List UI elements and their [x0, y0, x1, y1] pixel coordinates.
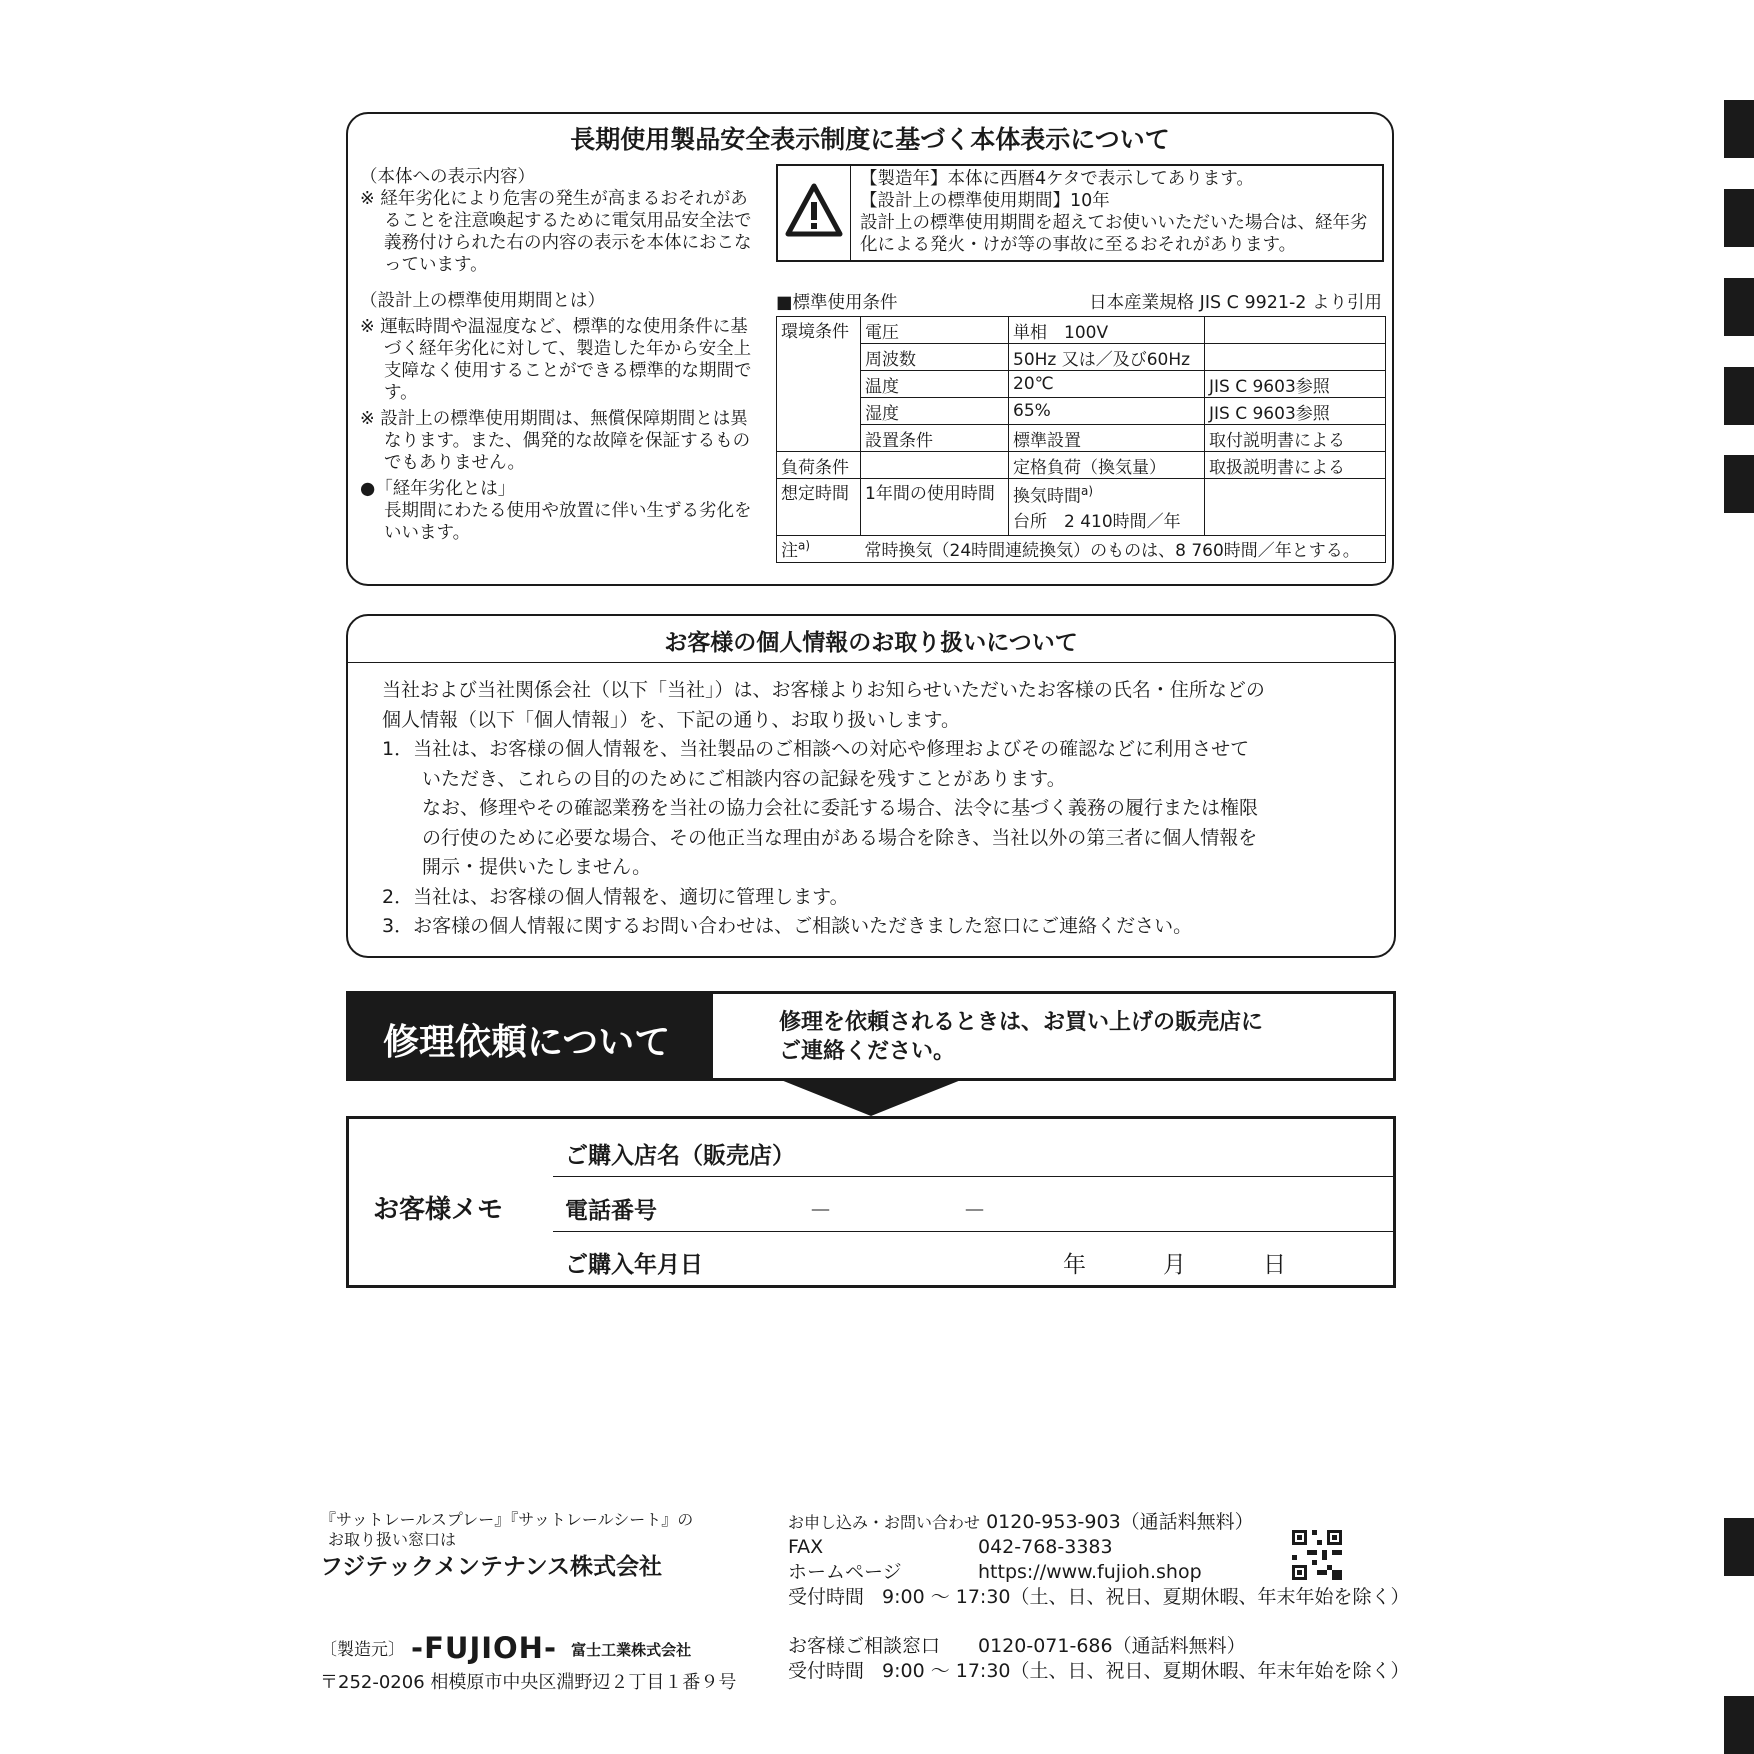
install-value: 標準設置: [1009, 425, 1205, 452]
humidity-label: 湿度: [861, 398, 1009, 425]
maker-company: 富士工業株式会社: [571, 1641, 692, 1659]
warning-triangle-icon: [778, 166, 851, 260]
privacy-section: [346, 614, 1396, 958]
display-content-notes: [360, 166, 760, 276]
load-ref: 取扱説明書による: [1205, 452, 1386, 479]
deterioration-heading: ●「経年劣化とは」: [360, 479, 516, 499]
index-tab: [1724, 367, 1754, 425]
period-heading: （設計上の標準使用期間とは）: [360, 291, 605, 311]
repair-text: [779, 1008, 1263, 1066]
humidity-value: 65%: [1009, 398, 1205, 425]
distributor-line-1: 『サットレールスプレー』『サットレールシート』の: [320, 1510, 694, 1529]
privacy-item-1-cont: いただき、これらの目的のためにご相談内容の記録を残すことがあります。: [422, 767, 1066, 790]
display-content-note: ※ 経年劣化により危害の発生が高まるおそれがあることを注意喚起するために電気用品安全法で義務付けられた右の内容の表示を本体におこなっています。: [360, 189, 752, 275]
memo-phone-dash-1: －: [809, 1198, 832, 1224]
distributor-company: フジテックメンテナンス株式会社: [320, 1554, 663, 1580]
index-tab: [1724, 1518, 1754, 1576]
conditions-source: 日本産業規格 JIS C 9921-2 より引用: [1089, 293, 1382, 313]
table-row: [777, 452, 1386, 479]
customer-memo: [346, 1116, 1396, 1288]
privacy-item-1-note: なお、修理やその確認業務を当社の協力会社に委託する場合、法令に基づく義務の履行または権限: [422, 797, 1259, 819]
memo-store-label: ご購入店名（販売店）: [565, 1143, 795, 1169]
repair-text-2: ご連絡ください。: [779, 1039, 956, 1064]
display-content-heading: （本体への表示内容）: [360, 167, 535, 187]
load-label: 負荷条件: [777, 452, 861, 479]
memo-phone-label: 電話番号: [565, 1198, 657, 1224]
privacy-intro-2: 個人情報（以下「個人情報」）を、下記の通り、お取り扱いします。: [382, 708, 960, 731]
table-row: [777, 479, 1386, 536]
period-notes: [360, 290, 760, 544]
hours-label-2: 受付時間: [788, 1660, 865, 1682]
memo-year: 年: [1063, 1252, 1086, 1278]
inquiry-phone: 0120-953-903（通話料無料）: [986, 1511, 1254, 1533]
temperature-value: 20℃: [1009, 371, 1205, 398]
voltage-value: 単相 100V: [1009, 317, 1205, 344]
memo-label: お客様メモ: [373, 1195, 504, 1225]
voltage-ref: [1205, 317, 1386, 344]
fujioh-logo-text: FUJIOH: [424, 1631, 544, 1665]
maker-address: 〒252-0206 相模原市中央区淵野辺２丁目１番９号: [320, 1672, 737, 1693]
inquiry-label: お申し込み・お問い合わせ: [788, 1513, 981, 1532]
frequency-value: 50Hz 又は／及び60Hz: [1009, 344, 1205, 371]
warning-text: [860, 168, 1380, 256]
hours-2: 9:00 ～ 17:30（土、日、祝日、夏期休暇、年末年始を除く）: [882, 1660, 1410, 1682]
privacy-item-1-note-cont: の行使のために必要な場合、その他正当な理由がある場合を除き、当社以外の第三者に個人情報を: [422, 826, 1258, 849]
distributor-line-2: お取り扱い窓口は: [328, 1530, 457, 1549]
fax-number: 042-768-3383: [978, 1536, 1113, 1558]
privacy-item-1: 1．当社は、お客様の個人情報を、当社製品のご相談への対応や修理およびその確認などに利用させて: [382, 738, 1250, 760]
index-tab: [1724, 100, 1754, 158]
period-note-1: ※ 運転時間や温湿度など、標準的な使用条件に基づく経年劣化に対して、製造した年から安全上支障なく使用することができる標準的な期間です。: [360, 317, 752, 403]
fujioh-logo: ‑FUJIOH‑: [411, 1631, 558, 1665]
index-tab: [1724, 455, 1754, 513]
hours-1: 9:00 ～ 17:30（土、日、祝日、夏期休暇、年末年始を除く）: [882, 1586, 1410, 1608]
warning-line-1: 【製造年】本体に西暦4ケタで表示してあります。: [860, 169, 1254, 189]
note-text: 常時換気（24時間連続換気）のものは、8 760時間／年とする。: [861, 535, 1386, 562]
note-label-sup: a): [798, 538, 811, 553]
frequency-ref: [1205, 344, 1386, 371]
table-row: [777, 535, 1386, 562]
consult-label: お客様ご相談窓口: [788, 1635, 941, 1657]
distributor-info: [320, 1510, 693, 1584]
memo-month: 月: [1163, 1252, 1186, 1278]
standard-conditions-table: [776, 316, 1386, 563]
repair-title: 修理依頼について: [383, 1022, 671, 1063]
warning-line-2: 【設計上の標準使用期間】10年: [860, 191, 1110, 211]
index-tab: [1724, 278, 1754, 336]
table-row: [777, 398, 1386, 425]
privacy-item-1-note-end: 開示・提供いたしません。: [422, 856, 652, 878]
frequency-label: 周波数: [861, 344, 1009, 371]
time-sub: 1年間の使用時間: [861, 479, 1009, 536]
index-tab: [1724, 1696, 1754, 1754]
consultation-contacts: [788, 1634, 1410, 1684]
env-conditions-cell: 環境条件: [777, 317, 861, 452]
install-label: 設置条件: [861, 425, 1009, 452]
warning-label-box: [776, 164, 1384, 262]
privacy-item-2: 2．当社は、お客様の個人情報を、適切に管理します。: [382, 885, 849, 908]
repair-section: [346, 991, 1396, 1081]
hours-label-1: 受付時間: [788, 1586, 865, 1608]
table-row: [777, 317, 1386, 344]
time-label: 想定時間: [777, 479, 861, 536]
long-term-safety-section: [346, 112, 1394, 586]
memo-date-label: ご購入年月日: [565, 1252, 703, 1278]
qr-code-icon[interactable]: [1292, 1530, 1342, 1580]
repair-title-block: [349, 994, 713, 1078]
voltage-label: 電圧: [861, 317, 1009, 344]
memo-divider: [553, 1176, 1393, 1177]
deterioration-text: 長期間にわたる使用や放置に伴い生ずる劣化をいいます。: [384, 501, 752, 543]
privacy-title: お客様の個人情報のお取り扱いについて: [664, 630, 1078, 656]
load-sub: [861, 452, 1009, 479]
repair-text-1: 修理を依頼されるときは、お買い上げの販売店に: [779, 1010, 1264, 1035]
time-ref: [1205, 479, 1386, 536]
homepage-url[interactable]: https://www.fujioh.shop: [978, 1561, 1202, 1583]
note-label: [777, 535, 861, 562]
time-value-sup: a): [1081, 484, 1094, 498]
index-tab: [1724, 189, 1754, 247]
privacy-body: [382, 676, 1382, 942]
memo-day: 日: [1263, 1252, 1286, 1278]
note-label-text: 注: [781, 541, 798, 562]
privacy-intro-1: 当社および当社関係会社（以下「当社」）は、お客様よりお知らせいただいたお客様の氏名・住所などの: [382, 679, 1265, 701]
temperature-label: 温度: [861, 371, 1009, 398]
privacy-item-3: 3．お客様の個人情報に関するお問い合わせは、ご相談いただきました窓口にご連絡ください。: [382, 915, 1193, 937]
memo-divider: [553, 1231, 1393, 1232]
privacy-title-rule: [348, 662, 1394, 663]
load-value: 定格負荷（換気量）: [1009, 452, 1205, 479]
table-row: [777, 344, 1386, 371]
install-ref: 取付説明書による: [1205, 425, 1386, 452]
time-value-2: 台所 2 410時間／年: [1013, 511, 1181, 532]
table-row: [777, 425, 1386, 452]
memo-phone-dash-2: －: [963, 1198, 986, 1224]
time-value: [1009, 479, 1205, 536]
down-arrow-icon: [776, 1078, 966, 1118]
fax-label: FAX: [788, 1536, 824, 1558]
conditions-label: ■標準使用条件: [776, 293, 898, 313]
table-row: [777, 371, 1386, 398]
warning-line-3: 設計上の標準使用期間を超えてお使いいただいた場合は、経年劣化による発火・けが等の事故に至るおそれがあります。: [860, 213, 1368, 255]
period-note-2: ※ 設計上の標準使用期間は、無償保障期間とは異なります。また、偶発的な故障を保証するものでもありません。: [360, 409, 751, 473]
time-value-1: 換気時間: [1013, 486, 1081, 507]
maker-info: [320, 1631, 692, 1665]
temperature-ref: JIS C 9603参照: [1205, 371, 1386, 398]
consult-phone: 0120-071-686（通話料無料）: [978, 1635, 1246, 1657]
humidity-ref: JIS C 9603参照: [1205, 398, 1386, 425]
long-term-safety-title: 長期使用製品安全表示制度に基づく本体表示について: [570, 125, 1170, 154]
maker-label: 〔製造元〕: [320, 1640, 405, 1660]
homepage-label: ホームページ: [788, 1561, 902, 1583]
